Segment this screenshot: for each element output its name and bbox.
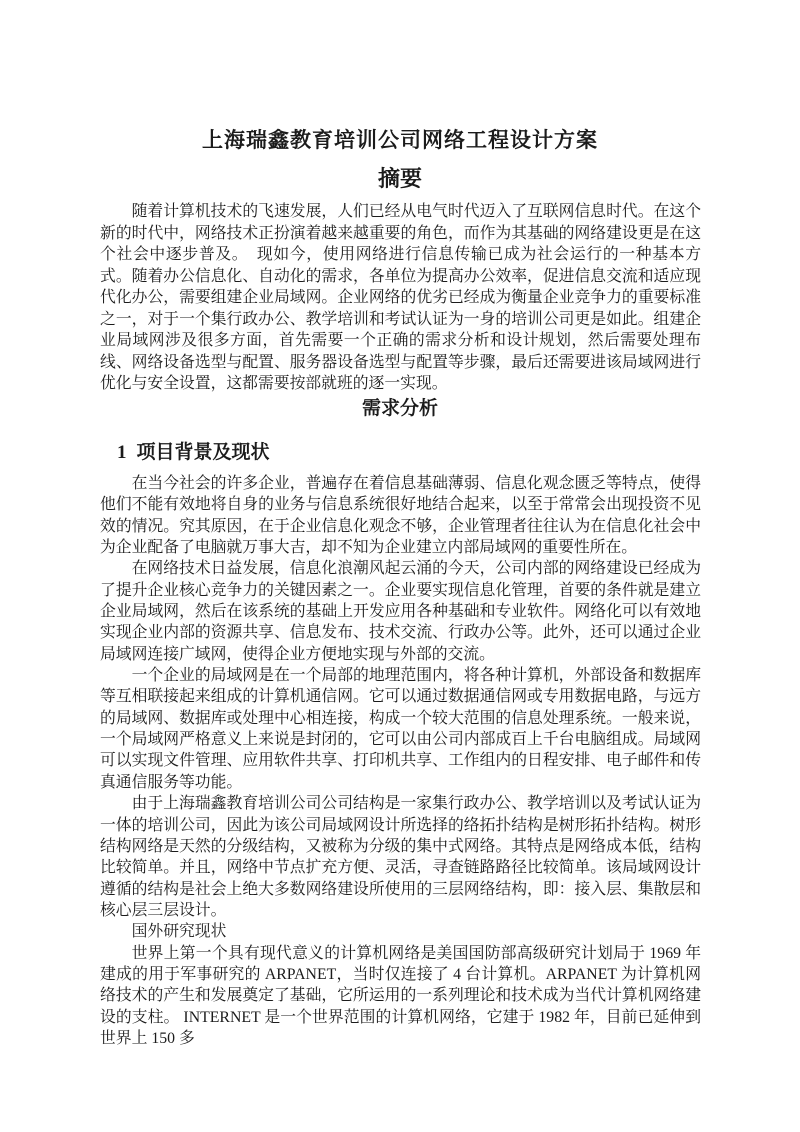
section-1-title: 项目背景及现状: [136, 442, 270, 463]
foreign-research-paragraph: 世界上第一个具有现代意义的计算机网络是美国国防部高级研究计划局于 1969 年建成的用于军事研究的 ARPANET，当时仅连接了 4 台计算机。ARPANET 为计算机网络技术的产生和发展奠定了基础，它所运用的一系列理论和技术成为当代计算机网络建设的支柱。 INTERNET 是一个世界范围的计算机网络，它建于 1982 年，目前已延伸到世界上 150 多: [100, 944, 701, 1047]
abstract-heading: 摘要: [377, 166, 422, 191]
document-title: 上海瑞鑫教育培训公司网络工程设计方案: [202, 128, 598, 152]
section-1-body: [100, 473, 701, 1049]
section-1-paragraph-4: 由于上海瑞鑫教育培训公司公司结构是一家集行政办公、教学培训以及考试认证为一体的培训公司，因此为该公司局域网设计所选择的络拓扑结构是树形拓扑结构。树形结构网络是天然的分级结构，又被称为分级的集中式网络。其特点是网络成本低，结构比较简单。并且，网络中节点扩充方便、灵活，寻查链路路径比较简单。该局域网设计遵循的结构是社会上绝大多数网络建设所使用的三层网络结构，即：接入层、集散层和核心层三层设计。: [100, 795, 701, 919]
requirements-analysis-heading: 需求分析: [361, 398, 438, 419]
foreign-research-heading: 国外研究现状: [131, 923, 227, 941]
section-1-paragraph-3: 一个企业的局域网是在一个局部的地理范围内，将各种计算机，外部设备和数据库等互相联接起来组成的计算机通信网。它可以通过数据通信网或专用数据电路，与远方的局域网、数据库或处理中心相连接，构成一个较大范围的信息处理系统。一般来说，一个局域网严格意义上来说是封闭的，它可以由公司内部成百上千台电脑组成。局域网可以实现文件管理、应用软件共享、打印机共享、工作组内的日程安排、电子邮件和传真通信服务等功能。: [100, 667, 701, 791]
section-1-heading: [117, 437, 270, 464]
abstract-paragraph: 随着计算机技术的飞速发展，人们已经从电气时代迈入了互联网信息时代。在这个新的时代中，网络技术正扮演着越来越重要的角色，而作为其基础的网络建设更是在这个社会中逐步普及。 现如今，使用网络进行信息传输已成为社会运行的一种基本方式。随着办公信息化、自动化的需求，各单位为提高办公效率，促进信息交流和适应现代化办公，需要组建企业局域网。企业网络的优劣已经成为衡量企业竞争力的重要标准之一，对于一个集行政办公、教学培训和考试认证为一身的培训公司更是如此。组建企业局域网涉及很多方面，首先需要一个正确的需求分析和设计规划，然后需要处理布线、网络设备选型与配置、服务器设备选型与配置等步骤，最后还需要进该局域网进行优化与安全设置，这都需要按部就班的逐一实现。: [100, 203, 701, 392]
section-1-number: 1: [117, 442, 127, 463]
section-1-paragraph-1: 在当今社会的许多企业，普遍存在着信息基础薄弱、信息化观念匮乏等特点，使得他们不能有效地将自身的业务与信息系统很好地结合起来，以至于常常会出现投资不见效的情况。究其原因，在于企业信息化观念不够，企业管理者往往认为在信息化社会中为企业配备了电脑就万事大吉，却不知为企业建立内部局域网的重要性所在。: [100, 475, 701, 557]
section-1-paragraph-2: 在网络技术日益发展，信息化浪潮风起云涌的今天，公司内部的网络建设已经成为了提升企业核心竞争力的关键因素之一。企业要实现信息化管理，首要的条件就是建立企业局域网，然后在该系统的基础上开发应用各种基础和专业软件。网络化可以有效地实现企业内部的资源共享、信息发布、技术交流、行政办公等。此外，还可以通过企业局域网连接广域网，使得企业方便地实现与外部的交流。: [100, 560, 701, 663]
